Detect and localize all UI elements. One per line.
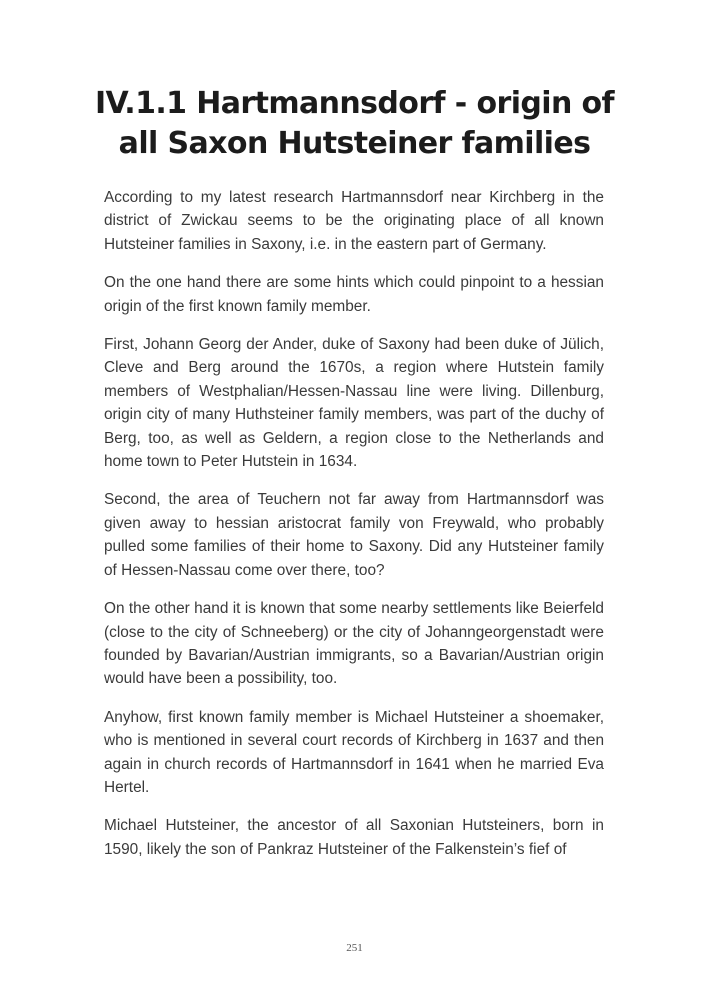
page-number: 251 bbox=[346, 942, 363, 954]
paragraph-3: First, Johann Georg der Ander, duke of Saxony had been duke of Jülich, Cleve and Berg around the 1670s, a region where Hutstein family members of Westphalian/Hessen-Nassau line were living. Dillenburg, origin city of many Huthsteiner family members, was part of the duchy of Berg, too, as well as Geldern, a region close to the Netherlands and home town to Peter Hutstein in 1634. bbox=[104, 336, 604, 471]
paragraph-6: Anyhow, first known family member is Michael Hutsteiner a shoemaker, who is mentioned in several court records of Kirchberg in 1637 and then again in church records of Hartmannsdorf in 1641 when he married Eva Hertel. bbox=[104, 708, 604, 796]
paragraph-7: Michael Hutsteiner, the ancestor of all Saxonian Hutsteiners, born in 1590, likely the son of Pankraz Hutsteiner of the Falkenstein’s fief of bbox=[104, 817, 604, 858]
body-text bbox=[104, 186, 604, 876]
paragraph-1: According to my latest research Hartmannsdorf near Kirchberg in the district of Zwickau seems to be the originating place of all known Hutsteiner families in Saxony, i.e. in the eastern part of Germany. bbox=[104, 189, 604, 253]
chapter-title-line-2: all Saxon Hutsteiner families bbox=[118, 126, 591, 161]
paragraph-2: On the one hand there are some hints which could pinpoint to a hessian origin of the first known family member. bbox=[104, 274, 604, 315]
chapter-title-line-1: IV.1.1 Hartmannsdorf - origin of bbox=[94, 86, 615, 121]
chapter-title bbox=[60, 84, 649, 164]
paragraph-4: Second, the area of Teuchern not far away from Hartmannsdorf was given away to hessian aristocrat family von Freywald, who probably pulled some families of their home to Saxony. Did any Hutsteiner family of Hessen-Nassau come over there, too? bbox=[104, 491, 604, 579]
paragraph-5: On the other hand it is known that some nearby settlements like Beierfeld (close to the city of Schneeberg) or the city of Johanngeorgenstadt were founded by Bavarian/Austrian immigrants, so a Bavarian/Austrian origin would have been a possibility, too. bbox=[104, 600, 604, 688]
